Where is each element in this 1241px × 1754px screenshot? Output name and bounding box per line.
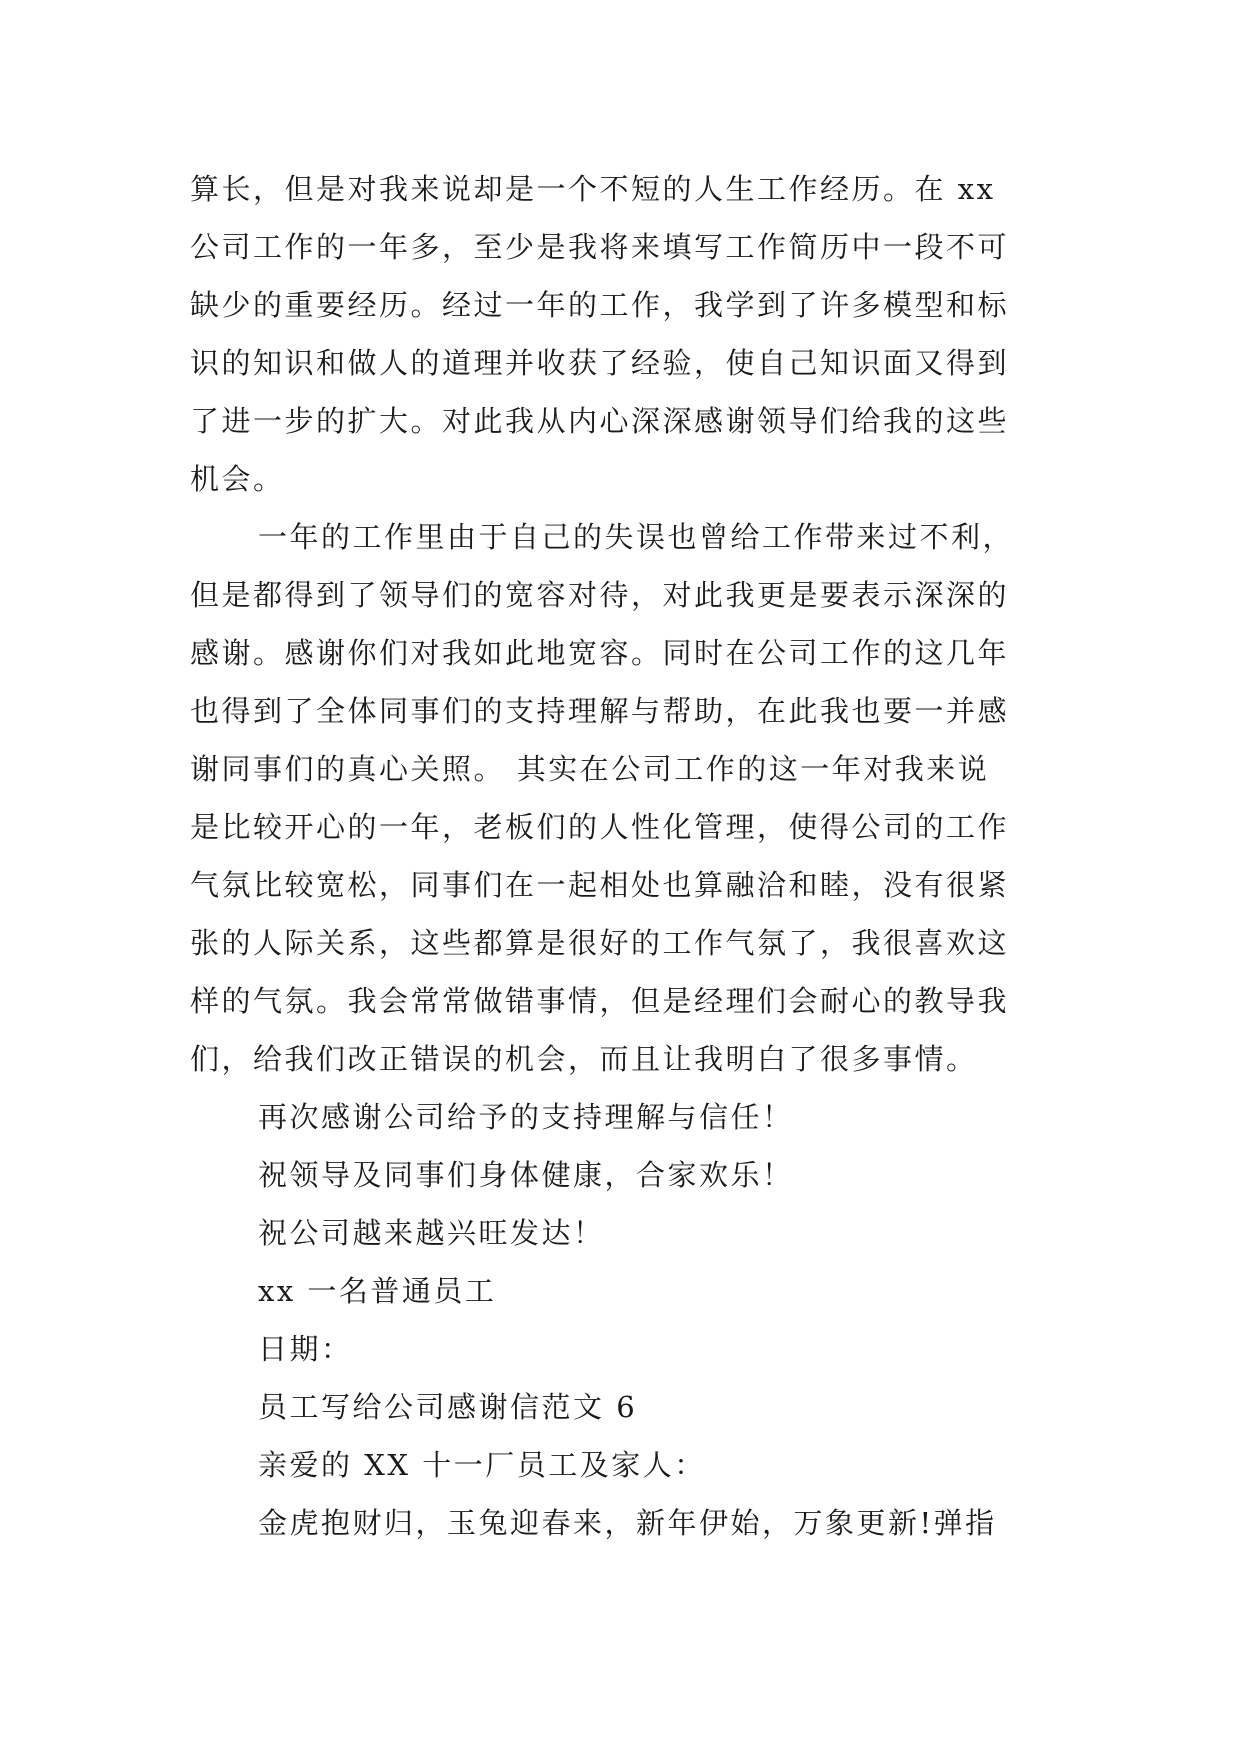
paragraph-gratitude-colleagues (190, 508, 1060, 1088)
text-line: 气氛比较宽松，同事们在一起相处也算融洽和睦，没有很紧 (190, 868, 1010, 902)
text-line: 一年的工作里由于自己的失误也曾给工作带来过不利， (258, 520, 1015, 554)
signature: xx 一名普通员工 (258, 1274, 497, 1308)
paragraph-gratitude-experience (190, 160, 1060, 508)
text-line: 们，给我们改正错误的机会，而且让我明白了很多事情。 (190, 1042, 978, 1076)
text-line: 是比较开心的一年，老板们的人性化管理，使得公司的工作 (190, 810, 1010, 844)
closing-section (190, 1088, 1060, 1552)
text-line: 公司工作的一年多，至少是我将来填写工作简历中一段不可 (190, 230, 1010, 264)
closing-thanks: 再次感谢公司给予的支持理解与信任！ (258, 1100, 794, 1134)
text-line: 机会。 (190, 462, 285, 496)
text-line: 缺少的重要经历。经过一年的工作，我学到了许多模型和标 (190, 288, 1010, 322)
text-line: 张的人际关系，这些都算是很好的工作气氛了，我很喜欢这 (190, 926, 1010, 960)
closing-wish-company: 祝公司越来越兴旺发达！ (258, 1216, 605, 1250)
date-label: 日期： (258, 1332, 353, 1366)
text-line: 识的知识和做人的道理并收获了经验，使自己知识面又得到 (190, 346, 1010, 380)
closing-wish-health: 祝领导及同事们身体健康，合家欢乐！ (258, 1158, 794, 1192)
text-line: 了进一步的扩大。对此我从内心深深感谢领导们给我的这些 (190, 404, 1010, 438)
document-body (190, 160, 1060, 1552)
salutation: 亲爱的 XX 十一厂员工及家人： (258, 1448, 706, 1482)
opening-line: 金虎抱财归，玉兔迎春来，新年伊始，万象更新!弹指 (258, 1506, 997, 1540)
text-line: 谢同事们的真心关照。 其实在公司工作的这一年对我来说 (190, 752, 990, 786)
text-line: 也得到了全体同事们的支持理解与帮助，在此我也要一并感 (190, 694, 1010, 728)
text-line: 但是都得到了领导们的宽容对待，对此我更是要表示深深的 (190, 578, 1010, 612)
section-heading: 员工写给公司感谢信范文 6 (258, 1390, 638, 1424)
text-line: 算长，但是对我来说却是一个不短的人生工作经历。在 xx (190, 172, 996, 206)
text-line: 感谢。感谢你们对我如此地宽容。同时在公司工作的这几年 (190, 636, 1010, 670)
text-line: 样的气氛。我会常常做错事情，但是经理们会耐心的教导我 (190, 984, 1010, 1018)
